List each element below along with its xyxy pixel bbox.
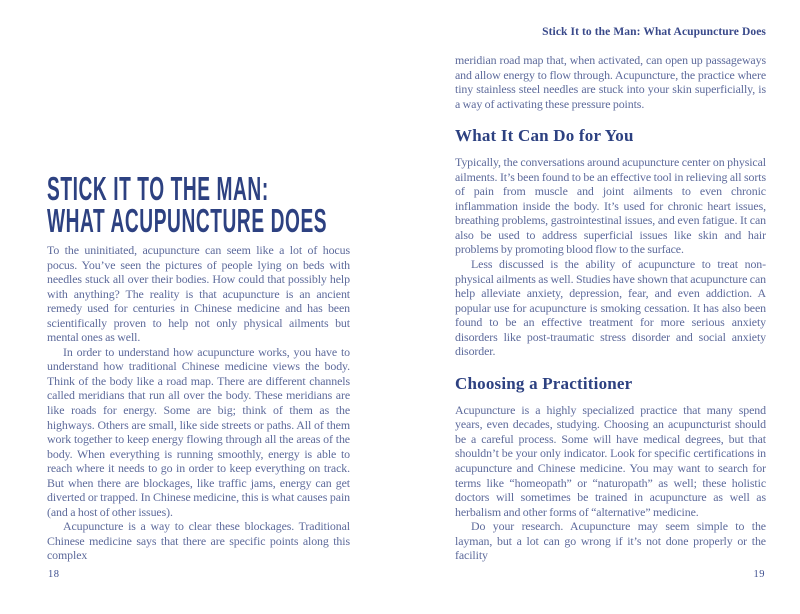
body-paragraph: Less discussed is the ability of acupuncture to treat non-physical ailments as well. Studies have shown that acupuncture can help alleviate anxiety, depression, fear, and even addiction. A popular use for acupuncture is smoking cessation. It has also been found to be an effective treatment for more serious anxiety disorders like post-traumatic stress disorder and social anxiety disorder. [455, 257, 766, 359]
running-head: Stick It to the Man: What Acupuncture Does [542, 26, 766, 38]
body-paragraph: Acupuncture is a way to clear these blockages. Traditional Chinese medicine says that there are specific points along this complex [47, 519, 350, 563]
left-page-body [47, 243, 350, 563]
page-number-right: 19 [753, 569, 765, 580]
chapter-title-line2: WHAT ACUPUNCTURE DOES [47, 202, 328, 239]
body-paragraph: Do your research. Acupuncture may seem simple to the layman, but a lot can go wrong if it’s not done properly or the facility [455, 519, 766, 563]
page-number-left: 18 [48, 569, 60, 580]
body-paragraph: In order to understand how acupuncture works, you have to understand how traditional Chinese medicine views the body. Think of the body like a road map. There are different channels called meridians that run all over the body. These meridians are like roads for energy. Some are big; think of them as the highways. Others are small, like side streets or paths. All of them work together to keep energy flowing through all the areas of the body. When everything is running smoothly, energy is able to reach where it needs to go in order to keep everything on track. But when there are blockages, like traffic jams, energy can get diverted or trapped. In Chinese medicine, this is what causes pain (and a host of other issues). [47, 344, 350, 519]
body-paragraph: Typically, the conversations around acupuncture center on physical ailments. It’s been found to be an effective tool in relieving all sorts of pain from muscle and joint ailments to even chronic inflammation inside the body. It’s used for chronic heart issues, breathing problems, gastrointestinal issues, and even fatigue. It can also be used to address superficial issues like skin and hair problems by promoting blood flow to the surface. [455, 155, 766, 257]
chapter-title-line1: STICK IT TO THE MAN: [47, 170, 269, 207]
body-paragraph: To the uninitiated, acupuncture can seem like a lot of hocus pocus. You’ve seen the pictures of people lying on beds with needles stuck all over their bodies. How could that possibly help with anything? The reality is that acupuncture is an ancient remedy used for centuries in Chinese medicine and has been scientifically proven to help not only physical ailments but mental ones as well. [47, 243, 350, 345]
right-page [455, 0, 766, 614]
body-paragraph: meridian road map that, when activated, can open up passageways and allow energy to flow through. Acupuncture, the practice where tiny stainless steel needles are stuck into your skin superficially, is a way of activating these pressure points. [455, 53, 766, 111]
section-heading-what-it-can-do: What It Can Do for You [455, 126, 634, 146]
chapter-title [47, 170, 328, 239]
left-page [47, 0, 350, 614]
body-paragraph: Acupuncture is a highly specialized practice that many spend years, even decades, studying. Choosing an acupuncturist should be a careful process. Some will have medical degrees, but that shouldn’t be your only indicator. Look for specific certifications in acupuncture and Chinese medicine. You may want to search for terms like “homeopath” or “naturopath” as well; these holistic doctors will sometimes be trained in acupuncture as well as herbalism and other forms of “alternative” medicine. [455, 402, 766, 519]
right-page-body [455, 53, 766, 563]
section-heading-choosing-practitioner: Choosing a Practitioner [455, 373, 633, 393]
